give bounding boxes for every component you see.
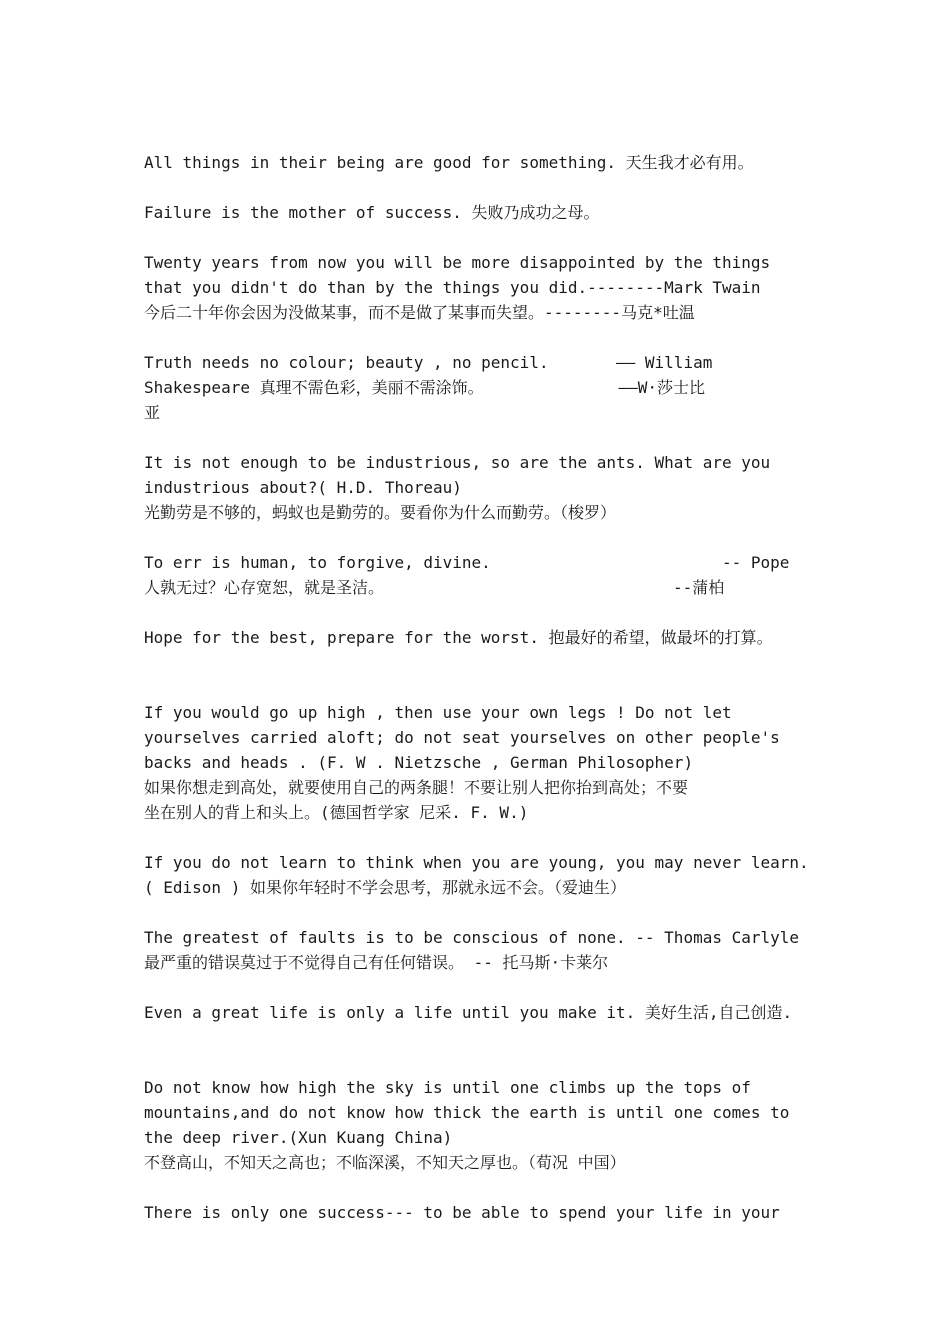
quote-line: The greatest of faults is to be conscious of none. -- Thomas Carlyle xyxy=(144,928,800,947)
quote-line: To err is human, to forgive, divine. -- Pope xyxy=(144,553,790,572)
quote-line: If you would go up high , then use your own legs ! Do not let xyxy=(144,703,732,722)
quote-line: 最严重的错误莫过于不觉得自己有任何错误。 -- 托马斯·卡莱尔 xyxy=(144,953,609,972)
paragraph-spacer xyxy=(144,325,824,350)
quote-line: 今后二十年你会因为没做某事，而不是做了某事而失望。--------马克*吐温 xyxy=(144,303,695,322)
quote-line: Twenty years from now you will be more disappointed by the things xyxy=(144,253,771,272)
paragraph-spacer xyxy=(144,425,824,450)
paragraph-spacer xyxy=(144,225,824,250)
quote-line: mountains,and do not know how thick the earth is until one comes to xyxy=(144,1103,790,1122)
quote-line: industrious about?( H.D. Thoreau) xyxy=(144,478,462,497)
quote-line: 如果你想走到高处，就要使用自己的两条腿！不要让别人把你抬到高处；不要 xyxy=(144,778,689,797)
quote-line: Failure is the mother of success. 失败乃成功之母。 xyxy=(144,203,600,222)
paragraph-spacer xyxy=(144,825,824,850)
quote-line: There is only one success--- to be able to spend your life in your xyxy=(144,1203,780,1222)
quote-line: yourselves carried aloft; do not seat yourselves on other people's xyxy=(144,728,780,747)
quote-block xyxy=(144,200,824,225)
quote-line: Shakespeare 真理不需色彩，美丽不需涂饰。 ——W·莎士比 xyxy=(144,378,705,397)
paragraph-spacer xyxy=(144,525,824,550)
paragraph-spacer xyxy=(144,1175,824,1200)
quote-line: Even a great life is only a life until you make it. 美好生活,自己创造. xyxy=(144,1003,793,1022)
quote-line: Truth needs no colour; beauty , no pencil. —— William xyxy=(144,353,713,372)
quote-block xyxy=(144,550,824,600)
quote-block xyxy=(144,925,824,975)
quote-line: Do not know how high the sky is until one climbs up the tops of xyxy=(144,1078,751,1097)
quote-block xyxy=(144,1000,824,1025)
quote-line: the deep river.(Xun Kuang China) xyxy=(144,1128,453,1147)
quote-block xyxy=(144,625,824,650)
quote-block xyxy=(144,850,824,900)
paragraph-spacer xyxy=(144,900,824,925)
quote-block xyxy=(144,700,824,825)
quote-line: 坐在别人的背上和头上。(德国哲学家 尼采. F. W.) xyxy=(144,803,529,822)
paragraph-spacer xyxy=(144,175,824,200)
quote-block xyxy=(144,1200,824,1225)
quote-block xyxy=(144,450,824,525)
quote-line: It is not enough to be industrious, so are the ants. What are you xyxy=(144,453,771,472)
quote-line: backs and heads . (F. W . Nietzsche , German Philosopher) xyxy=(144,753,694,772)
paragraph-spacer xyxy=(144,975,824,1000)
quote-block xyxy=(144,350,824,425)
quote-line: 光勤劳是不够的，蚂蚁也是勤劳的。要看你为什么而勤劳。（梭罗） xyxy=(144,503,617,522)
paragraph-spacer xyxy=(144,650,824,700)
quotes-body xyxy=(144,150,824,1225)
quote-line: 不登高山，不知天之高也；不临深溪，不知天之厚也。（荀况 中国） xyxy=(144,1153,626,1172)
paragraph-spacer xyxy=(144,1025,824,1075)
quote-line: If you do not learn to think when you are young, you may never learn. xyxy=(144,853,809,872)
quote-block xyxy=(144,1075,824,1175)
quote-line: Hope for the best, prepare for the worst. 抱最好的希望，做最坏的打算。 xyxy=(144,628,773,647)
quote-line: 亚 xyxy=(144,403,161,422)
quote-block xyxy=(144,250,824,325)
quote-block xyxy=(144,150,824,175)
quote-line: 人孰无过？心存宽恕，就是圣洁。 --蒲柏 xyxy=(144,578,725,597)
quote-line: All things in their being are good for something. 天生我才必有用。 xyxy=(144,153,754,172)
quote-line: that you didn't do than by the things you did.--------Mark Twain xyxy=(144,278,761,297)
quote-line: ( Edison ) 如果你年轻时不学会思考，那就永远不会。（爱迪生） xyxy=(144,878,626,897)
paragraph-spacer xyxy=(144,600,824,625)
